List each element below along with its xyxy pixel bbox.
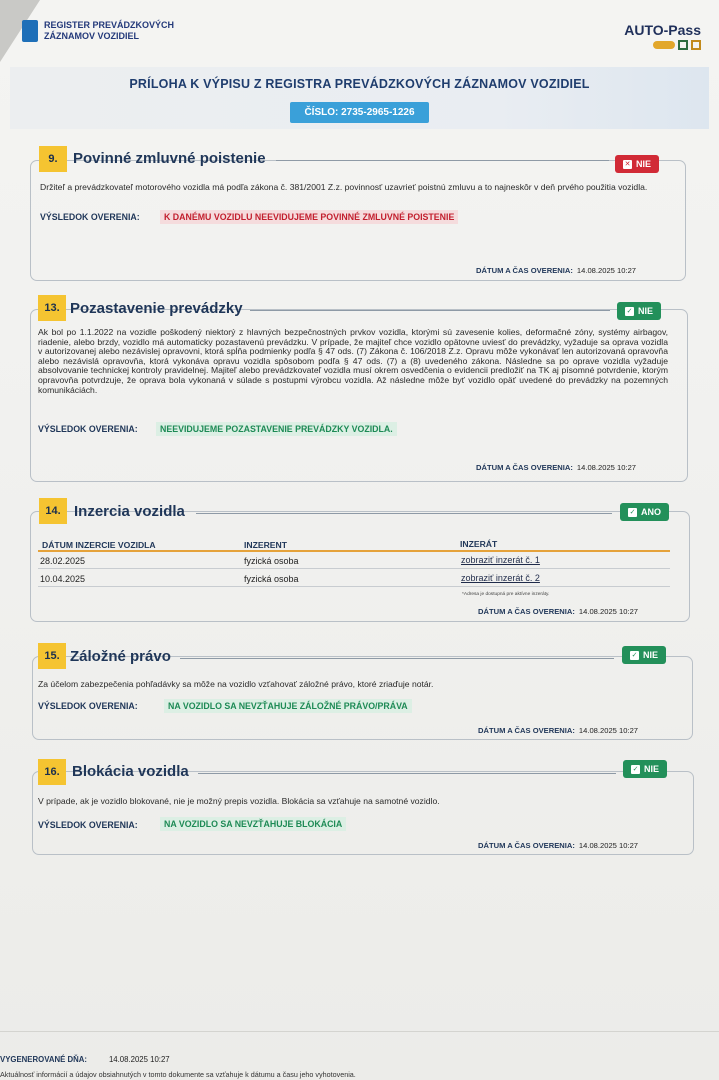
- show-ad-1-link[interactable]: zobraziť inzerát č. 1: [461, 555, 540, 565]
- section-13-number: 13.: [38, 295, 66, 321]
- section-9-status-badge: [615, 155, 659, 173]
- column-header-ad: INZERÁT: [460, 539, 498, 549]
- check-icon: ✓: [626, 307, 633, 315]
- register-logo-icon: [22, 20, 38, 42]
- section-9-rule: [276, 160, 609, 161]
- generated-date: [0, 1055, 170, 1064]
- section-14-number: 14.: [39, 498, 67, 524]
- section-15-text: Za účelom zabezpečenia pohľadávky sa môže na vozidlo vzťahovať záložné právo, ktoré zriaďuje notár.: [38, 679, 434, 689]
- generated-value: 14.08.2025 10:27: [108, 1055, 170, 1064]
- ad-date: 28.02.2025: [40, 556, 86, 566]
- section-15-title: Záložné právo: [70, 648, 171, 665]
- check-icon: ✓: [629, 508, 636, 516]
- table-row-rule: [38, 586, 670, 587]
- section-9-title: Povinné zmluvné poistenie: [73, 150, 266, 167]
- date-label: DÁTUM A ČAS OVERENIA:: [476, 266, 573, 275]
- document-title: PRÍLOHA K VÝPISU Z REGISTRA PREVÁDZKOVÝCH ZÁZNAMOV VOZIDIEL: [129, 77, 590, 91]
- section-15-rule: [180, 658, 614, 659]
- cross-icon: ✕: [624, 160, 631, 168]
- date-value: 14.08.2025 10:27: [578, 841, 639, 850]
- document-number-badge: ČÍSLO: 2735-2965-1226: [290, 102, 428, 123]
- date-label: DÁTUM A ČAS OVERENIA:: [478, 726, 575, 735]
- autopass-name: AUTO-Pass: [624, 22, 701, 38]
- date-label: DÁTUM A ČAS OVERENIA:: [478, 841, 575, 850]
- section-16-status-text: NIE: [644, 764, 660, 774]
- section-16-result-value: NA VOZIDLO SA NEVZŤAHUJE BLOKÁCIA: [160, 817, 346, 831]
- ad-advertiser: fyzická osoba: [244, 574, 299, 584]
- title-band: [10, 67, 709, 129]
- section-14-box: [30, 511, 690, 622]
- ad-advertiser: fyzická osoba: [244, 556, 299, 566]
- section-15-result-value: NA VOZIDLO SA NEVZŤAHUJE ZÁLOŽNÉ PRÁVO/PRÁVA: [164, 699, 412, 713]
- brand-line-2: ZÁZNAMOV VOZIDIEL: [44, 31, 139, 41]
- show-ad-2-link[interactable]: zobraziť inzerát č. 2: [461, 573, 540, 583]
- section-15-status-text: NIE: [643, 650, 659, 660]
- generated-label: VYGENEROVANÉ DŇA:: [0, 1055, 87, 1064]
- section-15-result-label: VÝSLEDOK OVERENIA:: [38, 701, 138, 711]
- section-9-result-value: K DANÉMU VOZIDLU NEEVIDUJEME POVINNÉ ZMLUVNÉ POISTENIE: [160, 210, 458, 224]
- date-value: 14.08.2025 10:27: [576, 463, 637, 472]
- table-header-rule: [38, 550, 670, 552]
- date-value: 14.08.2025 10:27: [578, 726, 639, 735]
- register-logo: [22, 20, 174, 42]
- checkbox-icon: [678, 40, 688, 50]
- date-value: 14.08.2025 10:27: [578, 607, 639, 616]
- date-label: DÁTUM A ČAS OVERENIA:: [476, 463, 573, 472]
- table-row-rule: [38, 568, 670, 569]
- section-13-rule: [250, 310, 610, 311]
- section-14-rule: [196, 513, 612, 514]
- column-header-advertiser: INZERENT: [244, 540, 287, 550]
- autopass-marks: [624, 40, 701, 50]
- section-14-status-text: ANO: [641, 507, 661, 517]
- section-13-result-value: NEEVIDUJEME POZASTAVENIE PREVÁDZKY VOZIDLA.: [156, 422, 397, 436]
- register-name: [44, 20, 174, 42]
- section-16-title: Blokácia vozidla: [72, 763, 189, 780]
- section-9-result-label: VÝSLEDOK OVERENIA:: [40, 212, 140, 222]
- section-9-number: 9.: [39, 146, 67, 172]
- ad-date: 10.04.2025: [40, 574, 86, 584]
- footer-rule: [0, 1031, 719, 1032]
- section-13-date: [476, 463, 636, 472]
- section-16-date: [478, 841, 638, 850]
- date-value: 14.08.2025 10:27: [576, 266, 637, 275]
- section-15-number: 15.: [38, 643, 66, 669]
- section-16-number: 16.: [38, 759, 66, 785]
- column-header-date: DÁTUM INZERCIE VOZIDLA: [42, 540, 156, 550]
- section-9-text: Držiteľ a prevádzkovateľ motorového vozidla má podľa zákona č. 381/2001 Z.z. povinnosť uzavrieť poistnú zmluvu a to najneskôr v deň prvého použitia vozidla.: [40, 182, 648, 192]
- section-16-result-label: VÝSLEDOK OVERENIA:: [38, 820, 138, 830]
- check-icon: ✓: [631, 651, 638, 659]
- section-9-date: [476, 266, 636, 275]
- section-13-result-label: VÝSLEDOK OVERENIA:: [38, 424, 138, 434]
- section-16-rule: [198, 773, 616, 774]
- section-13-status-badge: [617, 302, 661, 320]
- section-14-status-badge: [620, 503, 669, 521]
- section-14-title: Inzercia vozidla: [74, 503, 185, 520]
- section-13-text: Ak bol po 1.1.2022 na vozidle poškodený niektorý z hlavných bezpečnostných prvkov vozidla, ktorými sú zavesenie kolies, deformačné zóny, systémy airbagov, riadenie, alebo brzdy, vozidlo má automaticky pozastavenú prevádzku. V prípade, že majiteľ chce vozidlo opätovne uviesť do prevádzky, vyžaduje sa oprava vozidla v autorizovanej alebo nezávislej opravovni, ktorá spĺňa podmienky podľa § 47 ods. (7) Zákona č. 106/2018 Z.z. Opravu môže vykonávať len autorizovaná opravovňa alebo nezávislá opravovňa, ktorá vykonáva opravu vozidla spôsobom podľa § 47 ods. (7) a (8) uvedeného zákona. Následne sa po oprave vozidla vyžaduje absolvovanie technickej kontroly pravidelnej. Majiteľ alebo prevádzkovateľ vozidla musí okrem osvedčenia o evidencii predložiť na TK aj písomné potvrdenie, ktorým opravovňa potvrdzuje, že oprava bola vykonaná v súlade s postupmi výrobcu vozidla. Až následne môže byť vozidlo opäť uvedené do prevádzky na pozemných komunikáciách.: [38, 327, 668, 395]
- section-14-date: [478, 607, 638, 616]
- section-16-status-badge: [623, 760, 667, 778]
- section-13-title: Pozastavenie prevádzky: [70, 300, 243, 317]
- section-15-date: [478, 726, 638, 735]
- date-label: DÁTUM A ČAS OVERENIA:: [478, 607, 575, 616]
- section-13-status-text: NIE: [638, 306, 654, 316]
- section-16-text: V prípade, ak je vozidlo blokované, nie je možný prepis vozidla. Blokácia sa vzťahuje na samotné vozidlo.: [38, 796, 440, 806]
- disclaimer: Aktuálnosť informácií a údajov obsiahnutých v tomto dokumente sa vzťahuje k dátumu a času jeho vyhotovenia.: [0, 1070, 356, 1079]
- key-icon: [653, 41, 675, 49]
- autopass-logo: [624, 22, 701, 50]
- brand-line-1: REGISTER PREVÁDZKOVÝCH: [44, 20, 175, 30]
- check-icon: ✓: [632, 765, 639, 773]
- table-footnote: *Adresa je dostupná pre aktívne inzeráty.: [462, 592, 550, 597]
- checkbox-icon: [691, 40, 701, 50]
- section-15-status-badge: [622, 646, 666, 664]
- section-9-status-text: NIE: [636, 159, 652, 169]
